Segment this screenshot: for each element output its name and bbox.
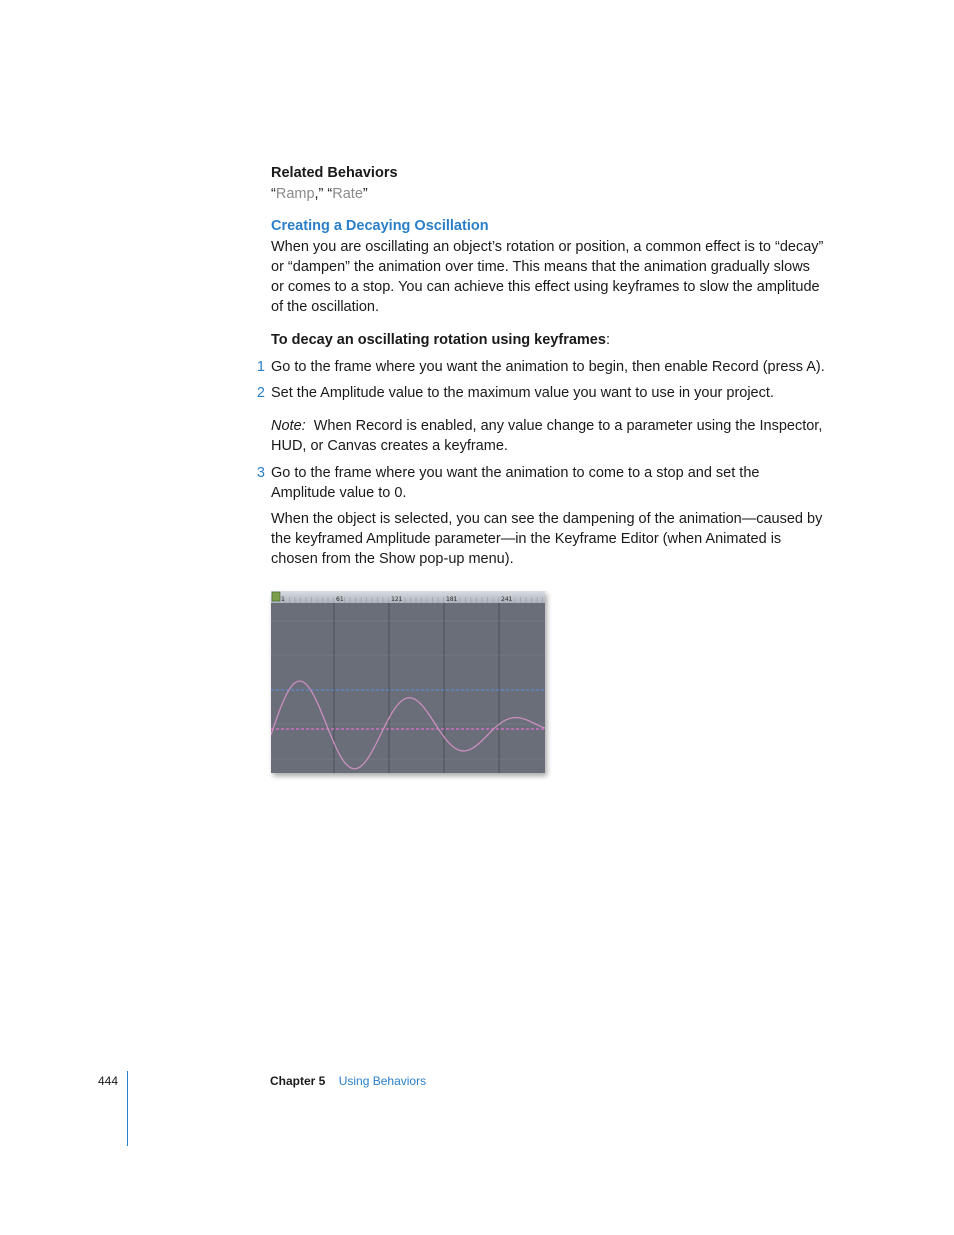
ruler-label: 181 <box>446 596 458 603</box>
section-intro: When you are oscillating an object’s rotation or position, a common effect is to “decay” or “dampen” the animation over time. This means that the animation gradually slows or comes to a stop. You can achieve this effect using keyframes to slow the amplitude of the oscillation. <box>271 239 824 315</box>
footer-chapter <box>270 1071 426 1091</box>
separator: ,” “ <box>314 186 333 202</box>
open-quote: “ <box>271 186 276 202</box>
close-quote: ” <box>362 186 368 202</box>
note <box>271 416 826 456</box>
ruler-label: 1 <box>281 596 285 603</box>
step-1 <box>256 357 826 377</box>
related-behaviors-heading: Related Behaviors <box>271 165 398 181</box>
related-behaviors-links <box>271 184 826 204</box>
graph-background <box>271 591 545 773</box>
step-3 <box>256 463 791 503</box>
keyframe-editor-graph <box>271 591 545 773</box>
step-2-number: 2 <box>256 385 265 401</box>
closing-paragraph: When the object is selected, you can see the dampening of the animation—caused by the keyframed Amplitude parameter—in the Keyframe Editor (when Animated is chosen from the Show pop-up menu). <box>271 511 823 567</box>
footer-rule <box>127 1071 128 1146</box>
note-text: When Record is enabled, any value change to a parameter using the Inspector, HUD, or Canvas creates a keyframe. <box>271 418 823 454</box>
rate-link[interactable]: Rate <box>332 186 363 202</box>
note-label: Note: <box>271 418 306 434</box>
keyframe-editor-screenshot <box>271 591 545 773</box>
page-number: 444 <box>98 1074 119 1088</box>
step-2 <box>256 383 826 403</box>
chapter-label: Chapter 5 <box>270 1074 326 1088</box>
step-1-text: Go to the frame where you want the animation to begin, then enable Record (press A). <box>271 359 825 375</box>
ramp-link[interactable]: Ramp <box>275 186 315 202</box>
step-3-number: 3 <box>256 465 265 481</box>
ruler-label: 61 <box>336 596 344 603</box>
chapter-title: Using Behaviors <box>338 1074 427 1088</box>
ruler-label: 241 <box>501 596 513 603</box>
procedure-heading-text: To decay an oscillating rotation using keyframes <box>271 332 606 348</box>
step-2-text: Set the Amplitude value to the maximum value you want to use in your project. <box>271 385 774 401</box>
step-3-text: Go to the frame where you want the animation to come to a stop and set the Amplitude value to 0. <box>271 465 760 501</box>
section-title: Creating a Decaying Oscillation <box>271 218 489 234</box>
step-1-number: 1 <box>256 359 265 375</box>
procedure-heading-colon: : <box>605 332 610 348</box>
procedure-heading <box>271 330 826 350</box>
playhead-icon[interactable] <box>272 592 280 601</box>
ruler-label: 121 <box>391 596 403 603</box>
